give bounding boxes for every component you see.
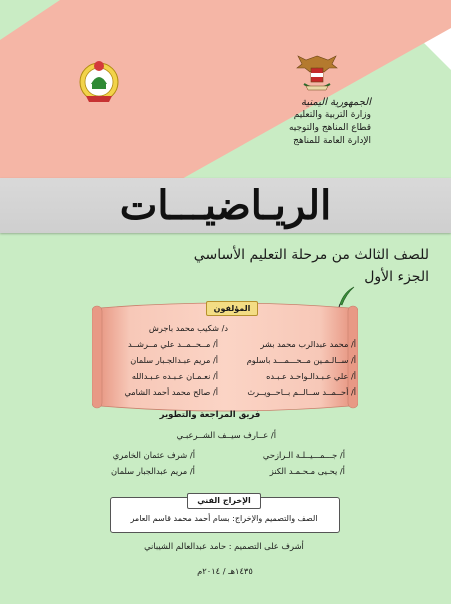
design-supervisor: أشرف على التصميم : حامد عبدالعالم الشيباني [144, 541, 304, 551]
footer-strip [0, 604, 451, 610]
author-item: أ/ صالح محمد أحمد الشامي [124, 387, 218, 397]
ministry-name: وزارة التربية والتعليم [293, 110, 371, 120]
author-item: أ/ مريم عبـدالجـبار سلمان [130, 355, 218, 365]
ministry-header [289, 96, 371, 148]
author-item: أ/ مــحــمــد علي مــرشــد [127, 339, 218, 349]
production-credit: الصف والتصميم والإخراج: بسام أحمد محمد قاسم العامر [130, 514, 318, 523]
author-item: أ/ نعـمـان عـبـده عـبـدالله [131, 371, 218, 381]
directorate-name: الإدارة العامة للمناهج [293, 136, 371, 146]
publication-date: ١٤٣٥هـ / ٢٠١٤م [197, 566, 253, 576]
production-title: الإخراج الفني [187, 493, 261, 509]
yemen-emblem-icon [296, 52, 338, 92]
pink-decorative-band [0, 0, 451, 180]
authors-label: المؤلفون [206, 301, 258, 316]
republic-name: الجمهورية اليمنية [300, 97, 371, 108]
review-member: أ/ جـــمـــيــلـة الـرازحي [262, 450, 345, 460]
review-member: أ/ شرف عثمان الخامري [112, 450, 195, 460]
author-item: أ/ علي عـبـدالـواحـد عـبـده [266, 371, 356, 381]
review-team-title: فريق المراجعة والتطوير [159, 410, 261, 420]
book-subtitle [0, 246, 429, 286]
author-item: أ/ أحــمــد ســالــم بــاحــويــرث [247, 387, 356, 397]
ministry-logo-icon [78, 58, 120, 104]
sector-name: قطاع المناهج والتوجيه [288, 123, 371, 133]
review-member: أ/ مريم عبدالجبار سلمان [110, 466, 195, 476]
review-member: أ/ يحـيى مـحـمـد الكنز [269, 466, 345, 476]
author-item: د/ شكيب محمد باجرش [148, 323, 228, 333]
review-member: أ/ عــارف سيــف الشــرعبـي [176, 430, 276, 440]
book-title: الريـاضيـــات [119, 182, 332, 229]
author-item: أ/ ســالـمـين مــحـــمـــد باسلوم [246, 355, 356, 365]
part-line: الجزء الأول [364, 269, 429, 285]
grade-line: للصف الثالث من مرحلة التعليم الأساسي [193, 247, 429, 263]
author-item: أ/ محمد عبدالرب محمد بشر [260, 339, 356, 349]
